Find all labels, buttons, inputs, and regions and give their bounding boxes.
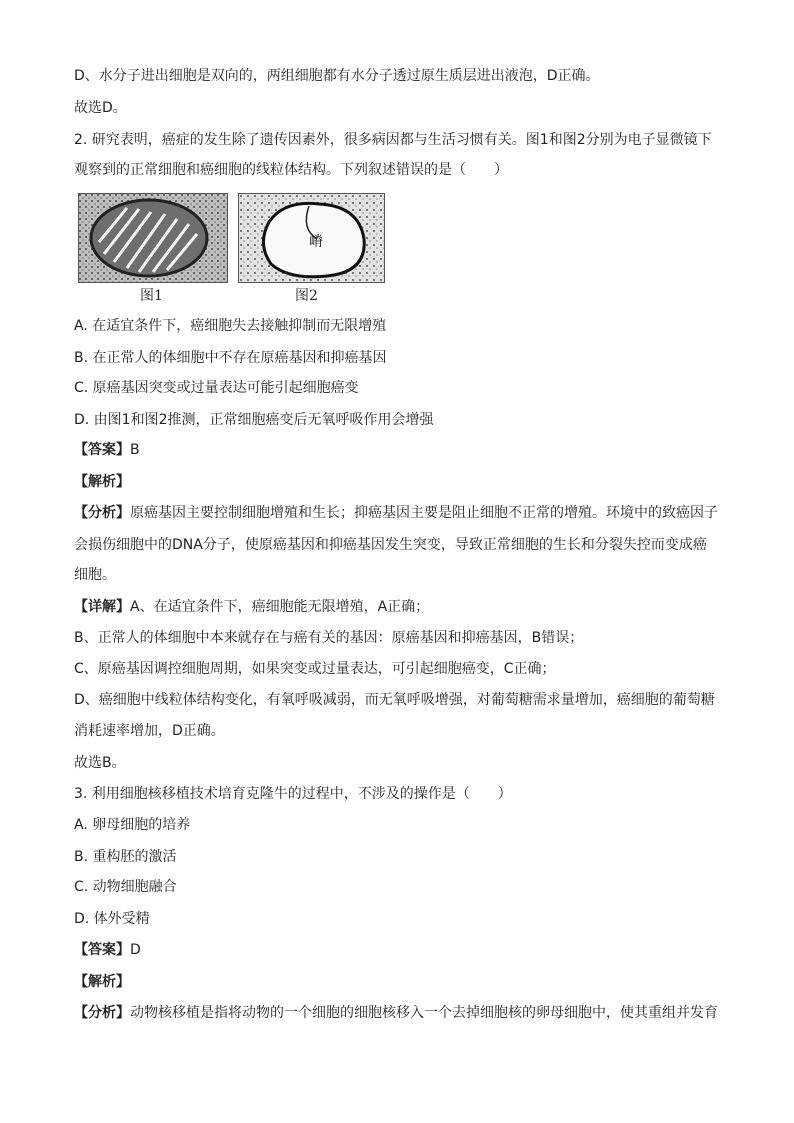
figure-2-caption: 图2 xyxy=(295,288,318,304)
fenxi-tag: 【分析】 xyxy=(74,505,130,521)
answer-tag: 【答案】 xyxy=(74,442,130,458)
fenxi-line: 【分析】动物核移植是指将动物的一个细胞的细胞核移入一个去掉细胞核的卵母细胞中，使其重组并发育 xyxy=(74,1005,718,1021)
question-2-stem: 2. 研究表明，癌症的发生除了遗传因素外，很多病因都与生活习惯有关。图1和图2分别为电子显微镜下 xyxy=(74,132,712,148)
option-c: C. 原癌基因突变或过量表达可能引起细胞癌变 xyxy=(74,380,359,396)
option-d: D. 体外受精 xyxy=(74,911,150,927)
xiangjie-line: 【详解】A、在适宜条件下，癌细胞能无限增殖，A正确； xyxy=(74,599,430,615)
text-line: C、原癌基因调控细胞周期，如果突变或过量表达，可引起细胞癌变，C正确； xyxy=(74,661,556,677)
question-3-stem: 3. 利用细胞核移植技术培育克隆牛的过程中，不涉及的操作是（ ） xyxy=(74,786,512,802)
fenxi-line: 【分析】原癌基因主要控制细胞增殖和生长；抑癌基因主要是阻止细胞不正常的增殖。环境中的致癌因子 xyxy=(74,505,718,521)
text-line: 故选D。 xyxy=(74,100,127,116)
figure-2-image xyxy=(238,193,385,283)
answer-line xyxy=(74,440,140,460)
text-line: 细胞。 xyxy=(74,567,116,583)
option-c: C. 动物细胞融合 xyxy=(74,879,177,895)
analysis-tag: 【解析】 xyxy=(74,474,130,490)
option-a: A. 在适宜条件下，癌细胞失去接触抑制而无限增殖 xyxy=(74,318,387,334)
answer-tag: 【答案】 xyxy=(74,942,130,958)
analysis-tag: 【解析】 xyxy=(74,974,130,990)
figure-2-label: 嵴 xyxy=(309,234,323,250)
option-b: B. 重构胚的激活 xyxy=(74,849,177,865)
text-line: B、正常人的体细胞中本来就存在与癌有关的基因：原癌基因和抑癌基因，B错误； xyxy=(74,630,584,646)
fenxi-tag: 【分析】 xyxy=(74,1005,130,1021)
option-b: B. 在正常人的体细胞中不存在原癌基因和抑癌基因 xyxy=(74,350,387,366)
figure-mitochondria xyxy=(78,193,388,303)
text-line: D、癌细胞中线粒体结构变化，有氧呼吸减弱，而无氧呼吸增强，对葡萄糖需求量增加，癌细胞的葡萄糖 xyxy=(74,692,715,708)
answer-line xyxy=(74,940,141,960)
xiangjie-tag: 【详解】 xyxy=(74,599,130,615)
figure-1-caption: 图1 xyxy=(140,288,163,304)
question-2-stem-cont: 观察到的正常细胞和癌细胞的线粒体结构。下列叙述错误的是（ ） xyxy=(74,162,508,178)
option-d: D. 由图1和图2推测，正常细胞癌变后无氧呼吸作用会增强 xyxy=(74,412,434,428)
text-line: D、水分子进出细胞是双向的，两组细胞都有水分子透过原生质层进出液泡，D正确。 xyxy=(74,68,600,84)
conclusion: 故选B。 xyxy=(74,755,126,771)
answer-value: D xyxy=(130,942,141,958)
text-line: 消耗速率增加，D正确。 xyxy=(74,723,225,739)
figure-1-image xyxy=(78,193,228,283)
option-a: A. 卵母细胞的培养 xyxy=(74,817,191,833)
text-line: 会损伤细胞中的DNA分子，使原癌基因和抑癌基因发生突变，导致正常细胞的生长和分裂失控而变成癌 xyxy=(74,537,707,553)
answer-value: B xyxy=(130,442,140,458)
